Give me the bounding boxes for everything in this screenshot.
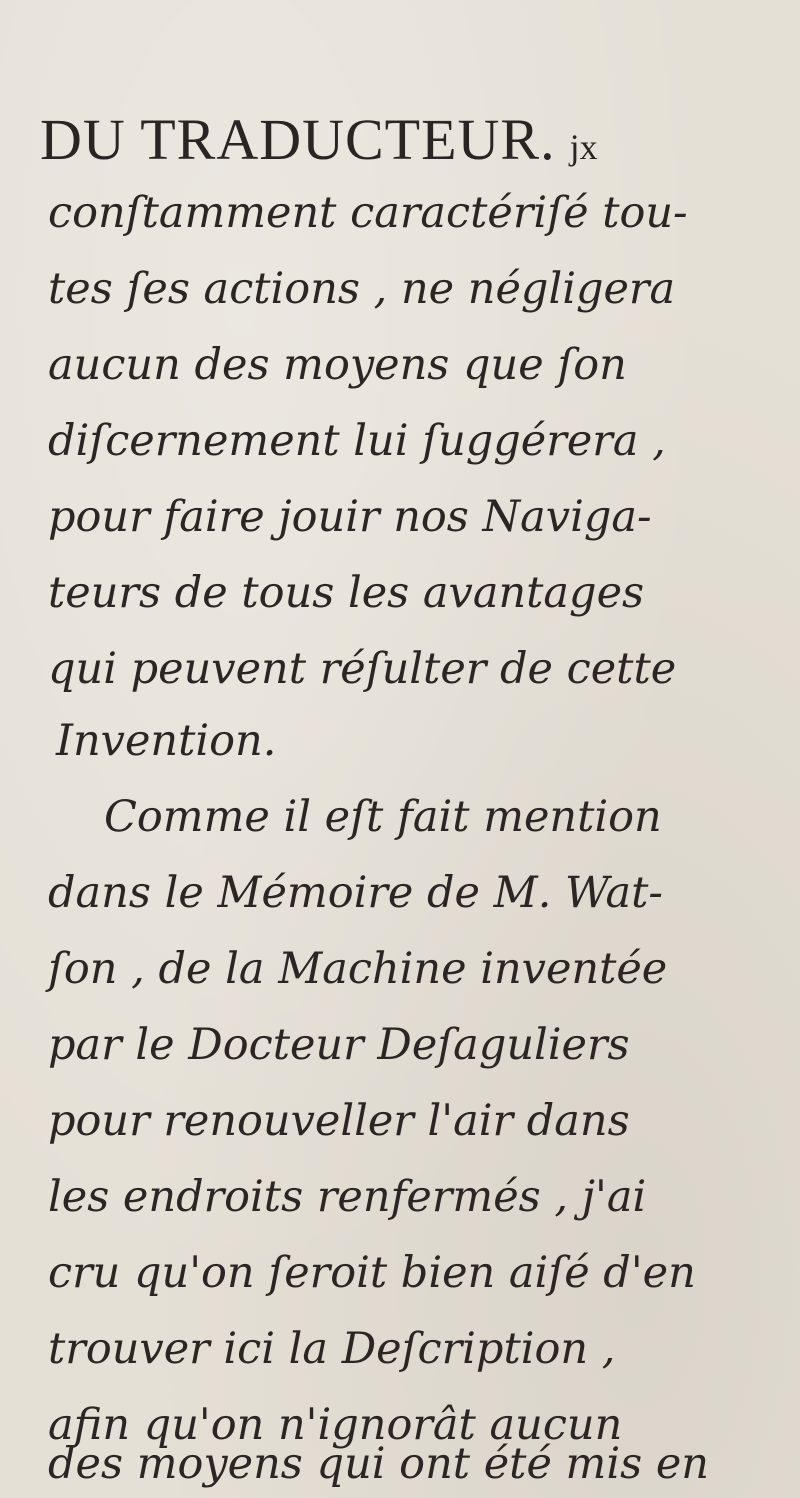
text-line: dans le Mémoire de M. Wat-: [48, 868, 663, 918]
text-line: aucun des moyens que ſon: [48, 340, 627, 390]
text-line: des moyens qui ont été mis en: [48, 1439, 709, 1489]
signature-mark: jx: [569, 127, 598, 167]
text-line: qui peuvent réſulter de cette: [48, 644, 677, 694]
text-line: Invention.: [56, 716, 277, 766]
text-line: trouver ici la Deſcription ,: [48, 1324, 616, 1374]
text-line: conſtamment caractériſé tou-: [48, 188, 688, 238]
text-line: tes ſes actions , ne négligera: [48, 264, 676, 314]
text-line: ſon , de la Machine inventée: [48, 944, 668, 994]
text-line: Comme il eſt fait mention: [104, 792, 662, 842]
text-line: afin qu'on n'ignorât aucun: [48, 1400, 623, 1450]
text-line: pour faire jouir nos Naviga-: [48, 492, 652, 542]
text-line: pour renouveller l'air dans: [48, 1096, 630, 1146]
running-head: [40, 100, 760, 180]
text-line: cru qu'on ſeroit bien aiſé d'en: [48, 1248, 696, 1298]
running-head-title: DU TRADUCTEUR.: [40, 107, 556, 172]
text-line: teurs de tous les avantages: [48, 568, 645, 618]
text-line: les endroits renfermés , j'ai: [48, 1172, 647, 1222]
text-line: diſcernement lui ſuggérera ,: [48, 416, 666, 466]
text-line: par le Docteur Deſaguliers: [48, 1020, 630, 1070]
